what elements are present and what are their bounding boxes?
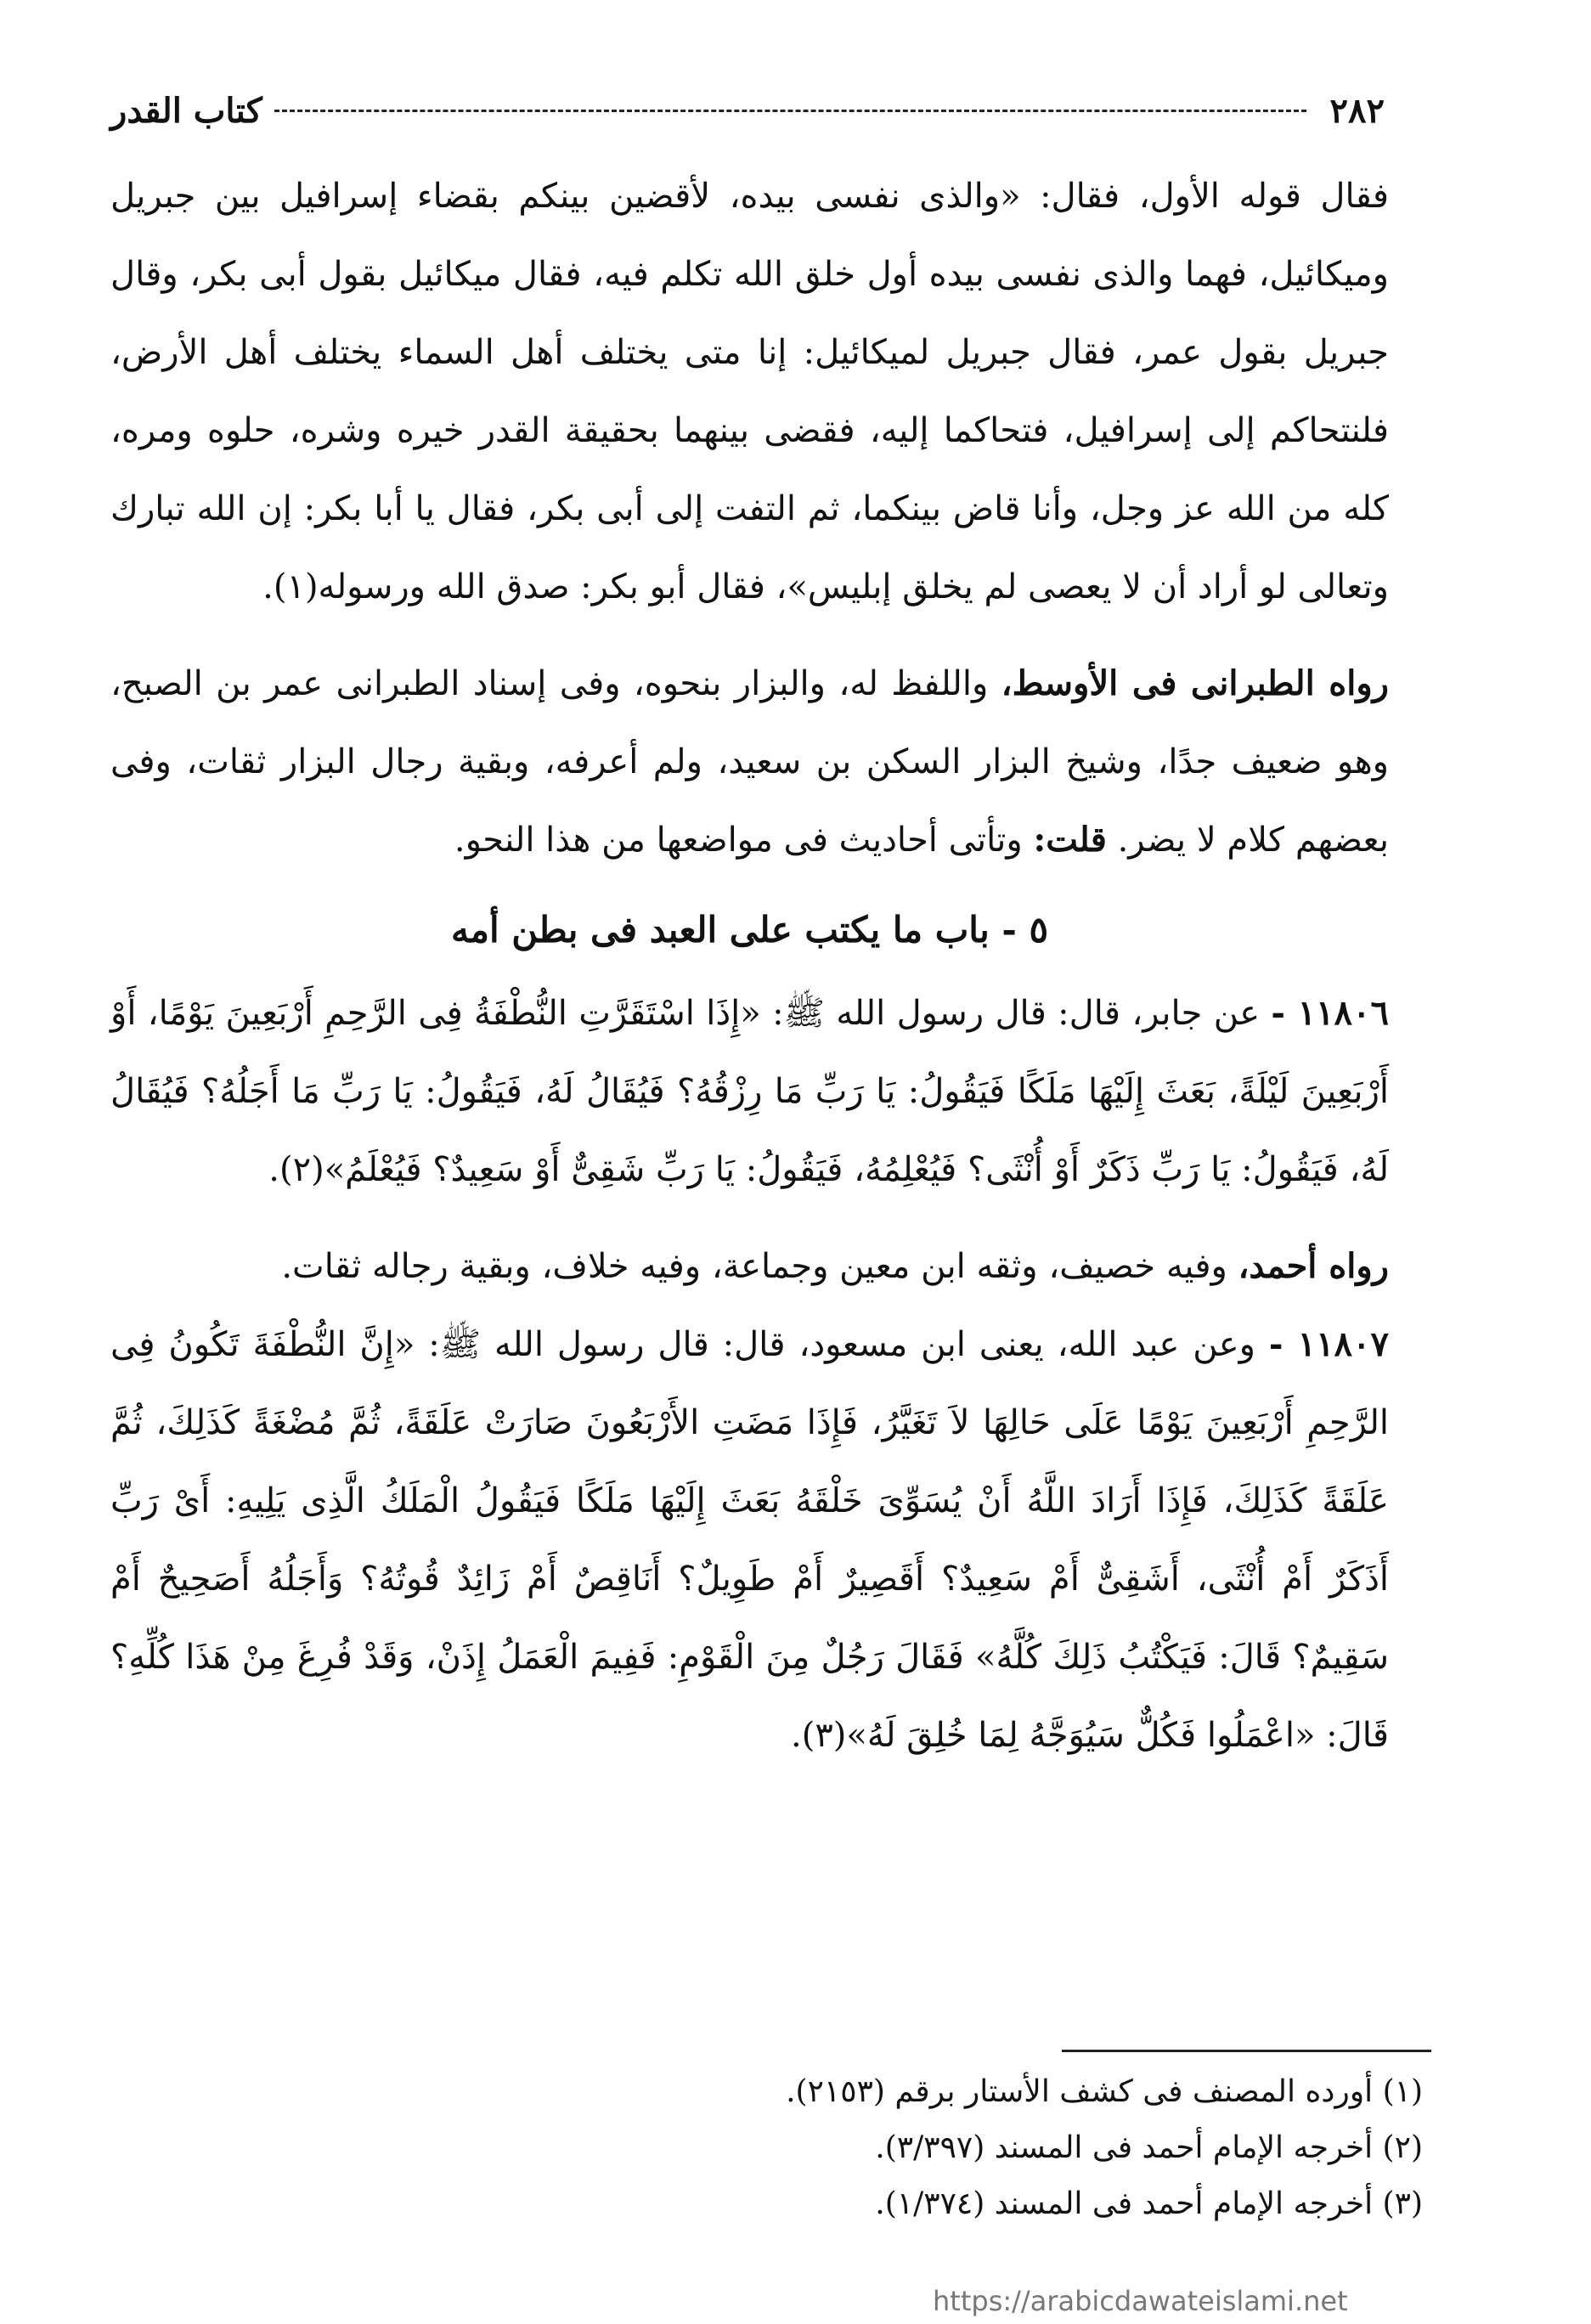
footnote-2: (٢) أخرجه الإمام أحمد فى المسند (٣/٣٩٧). [875,2130,1423,2165]
paragraph-1: فقال قوله الأول، فقال: «والذى نفسى بيده، لأقضين بينكم بقضاء إسرافيل بين جبريل وميكائيل، فهما والذى نفسى بيده أول خلق الله تكلم فيه، فقال ميكائيل بقول أبى بكر، وقال جبريل بقول عمر، فقال جبريل لميكائيل: إنا متى يختلف أهل السماء يختلف أهل الأرض، فلنتحاكم إلى إسرافيل، فتحاكما إليه، فقضى بينهما بحقيقة القدر خيره وشره، حلوه ومره، كله من الله عز وجل، وأنا قاض بينكما، ثم التفت إلى أبى بكر، فقال يا أبا بكر: إن الله تبارك وتعالى لو أراد أن لا يعصى لم يخلق إبليس»، فقال أبو بكر: صدق الله ورسوله(١). [110,177,1389,606]
note-text: وفيه خصيف، وثقه ابن معين وجماعة، وفيه خلاف، وبقية رجاله ثقات. [281,1247,1238,1286]
paragraph-2-text: واللفظ له، والبزار بنحوه، وفى إسناد الطبرانى عمر بن الصبح، وهو ضعيف جدًا، وشيخ البزار السكن بن سعيد، ولم أعرفه، وبقية رجال البزار ثقات، وفى بعضهم كلام لا يضر. [110,664,1390,860]
hadith-text: عن جابر، قال: قال رسول الله ﷺ: «إِذَا اسْتَقَرَّتِ النُّطْفَةُ فِى الرَّحِمِ أَرْبَعِينَ يَوْمًا، أَوْ أَرْبَعِينَ لَيْلَةً، بَعَثَ إِلَيْهَا مَلَكًا فَيَقُولُ: يَا رَبِّ مَا رِزْقُهُ؟ فَيُقَالُ لَهُ، فَيَقُولُ: يَا رَبِّ مَا أَجَلُهُ؟ فَيُقَالُ لَهُ، فَيَقُولُ: يَا رَبِّ ذَكَرٌ أَوْ أُنْثَى؟ فَيُعْلِمُهُ، فَيَقُولُ: يَا رَبِّ شَقِىٌّ أَوْ سَعِيدٌ؟ فَيُعْلَمُ»(٢). [110,994,1389,1189]
main-text [110,157,1389,1774]
paragraph-2-bold: رواه الطبرانى فى الأوسط، [1001,663,1389,703]
hadith-number: ١١٨٠٧ - [1268,1324,1389,1364]
footnotes-divider [1062,2050,1431,2052]
paragraph-2-text-end: وتأتى أحاديث فى مواضعها من هذا النحو. [454,821,1034,860]
hadith-11807 [110,1306,1389,1774]
section-heading: ٥ - باب ما يكتب على العبد فى بطن أمه [450,909,1048,950]
footnote-1: (١) أورده المصنف فى كشف الأستار برقم (٢١٥٣). [786,2074,1423,2109]
header-divider [274,110,1306,112]
paragraph-2-qultu: قلت: [1033,820,1107,860]
paragraph-2 [110,645,1389,879]
page-header [110,81,1385,140]
hadith-11806 [110,974,1389,1209]
hadith-number: ١١٨٠٦ - [1271,993,1389,1033]
footnote-3: (٣) أخرجه الإمام أحمد فى المسند (١/٣٧٤). [875,2186,1423,2221]
footnotes [110,2064,1423,2232]
book-title: كتاب القدر [110,90,262,131]
watermark-url: https://arabicdawateislami.net [933,2285,1348,2317]
hadith-11806-note [110,1227,1389,1306]
hadith-text: وعن عبد الله، يعنى ابن مسعود، قال: قال رسول الله ﷺ: «إِنَّ النُّطْفَةَ تَكُونُ فِى الرَّحِمِ أَرْبَعِينَ يَوْمًا عَلَى حَالِهَا لاَ تَغَيَّرُ، فَإِذَا مَضَتِ الأَرْبَعُونَ صَارَتْ عَلَقَةً، ثُمَّ مُضْغَةً كَذَلِكَ، ثُمَّ عَلَقَةً كَذَلِكَ، فَإِذَا أَرَادَ اللَّهُ أَنْ يُسَوِّىَ خَلْقَهُ بَعَثَ إِلَيْهَا مَلَكًا فَيَقُولُ الْمَلَكُ الَّذِى يَلِيهِ: أَىْ رَبِّ أَذَكَرٌ أَمْ أُنْثَى، أَشَقِىٌّ أَمْ سَعِيدٌ؟ أَقَصِيرٌ أَمْ طَوِيلٌ؟ أَنَاقِصٌ أَمْ زَائِدٌ قُوتُهُ؟ وَأَجَلُهُ أَصَحِيحٌ أَمْ سَقِيمٌ؟ قَالَ: فَيَكْتُبُ ذَلِكَ كُلَّهُ» فَقَالَ رَجُلٌ مِنَ الْقَوْمِ: فَفِيمَ الْعَمَلُ إِذَنْ، وَقَدْ فُرِغَ مِنْ هَذَا كُلِّهِ؟ قَالَ: «اعْمَلُوا فَكُلٌّ سَيُوَجَّهُ لِمَا خُلِقَ لَهُ»(٣). [110,1325,1389,1755]
note-bold: رواه أحمد، [1238,1246,1389,1286]
page-number: ٢٨٢ [1329,90,1385,131]
